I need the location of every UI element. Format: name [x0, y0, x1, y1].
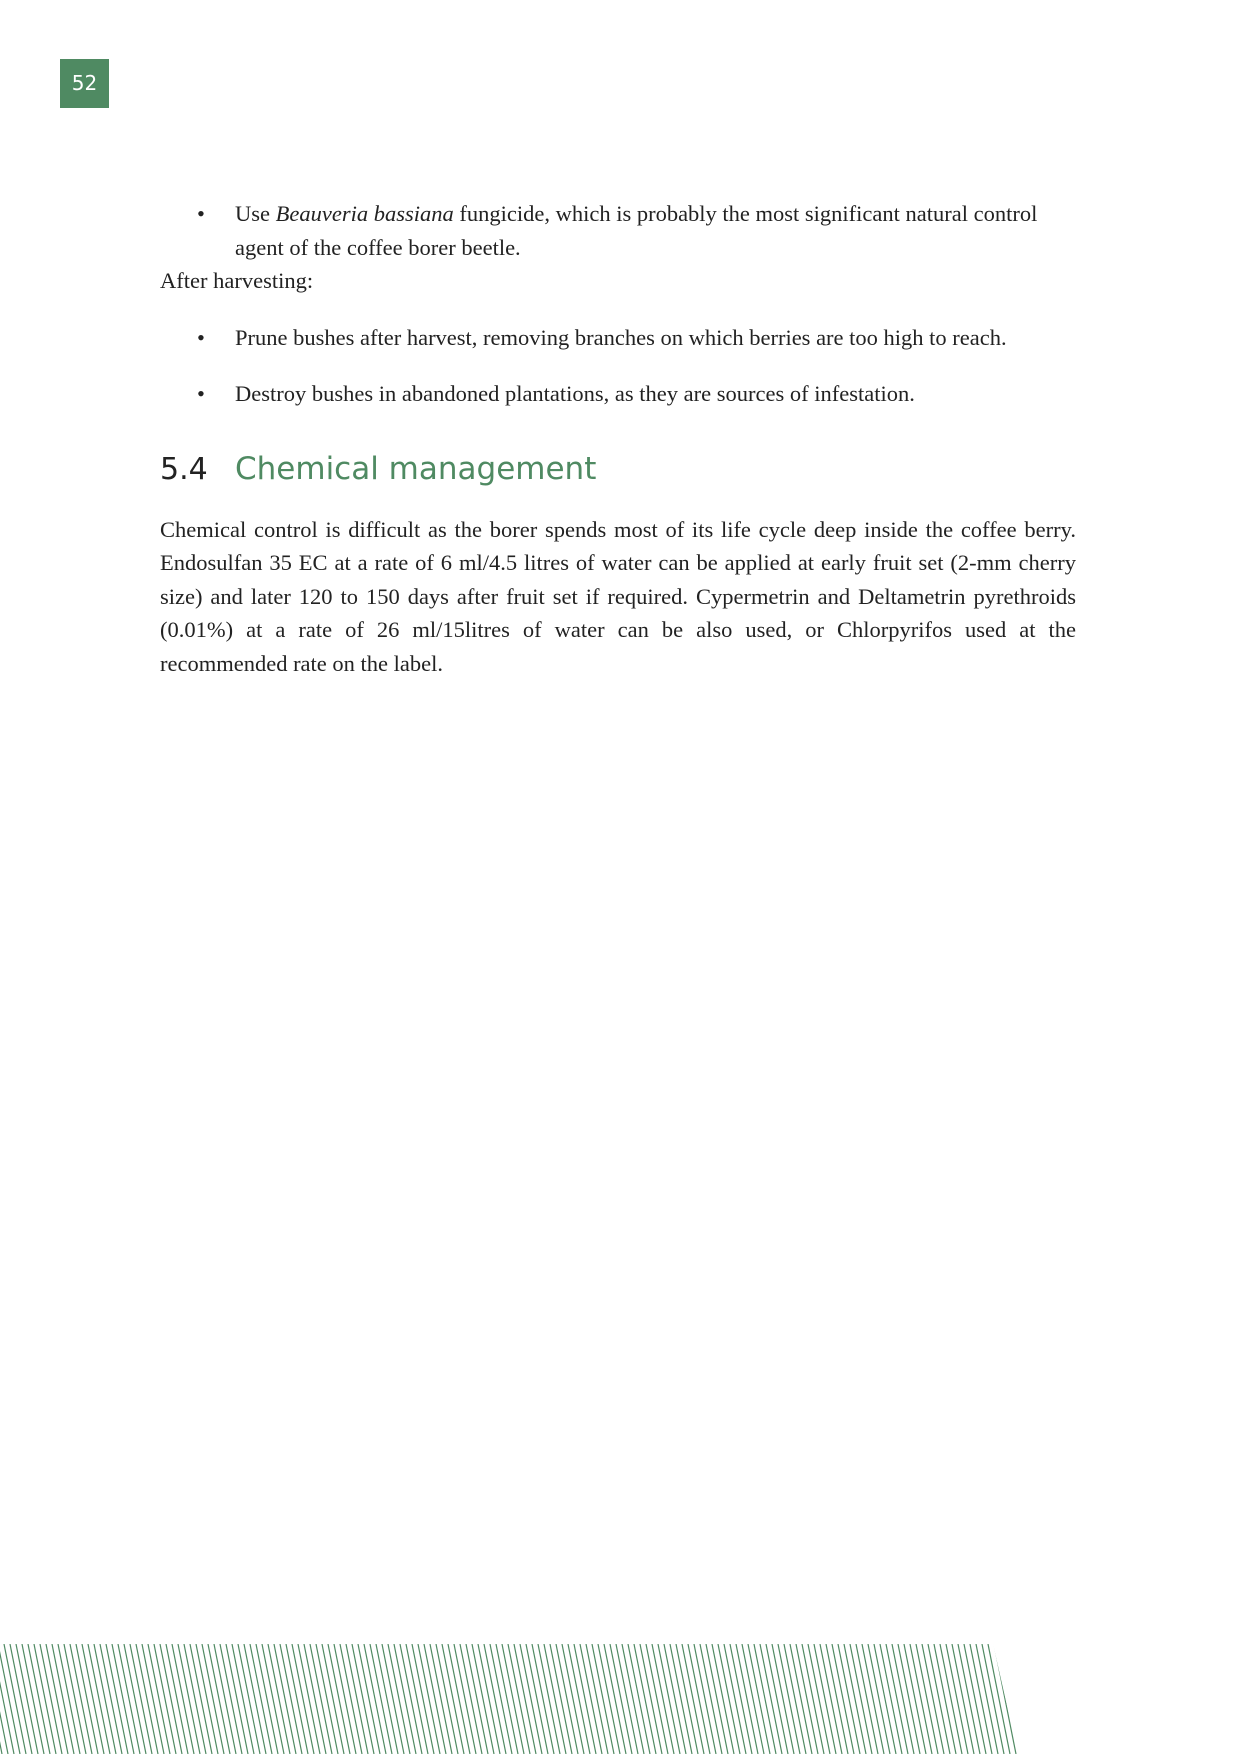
stripe-line	[844, 1644, 866, 1754]
stripe-line	[274, 1644, 296, 1754]
stripe-line	[202, 1644, 224, 1754]
stripe-line	[946, 1644, 968, 1754]
stripe-line	[802, 1644, 824, 1754]
stripe-line	[178, 1644, 200, 1754]
stripe-line	[562, 1644, 584, 1754]
stripe-line	[970, 1644, 992, 1754]
stripe-line	[46, 1644, 68, 1754]
stripe-line	[472, 1644, 494, 1754]
stripe-line	[838, 1644, 860, 1754]
stripe-line	[166, 1644, 188, 1754]
stripe-line	[394, 1644, 416, 1754]
stripe-line	[742, 1644, 764, 1754]
stripe-line	[280, 1644, 302, 1754]
stripe-line	[358, 1644, 380, 1754]
stripe-line	[442, 1644, 464, 1754]
section-title: Chemical management	[235, 450, 597, 487]
stripe-line	[220, 1644, 242, 1754]
stripe-line	[532, 1644, 554, 1754]
stripe-line	[814, 1644, 836, 1754]
stripe-line	[580, 1644, 602, 1754]
section-number: 5.4	[160, 451, 208, 487]
stripe-line	[1018, 1644, 1040, 1754]
stripe-line	[502, 1644, 524, 1754]
stripe-line	[910, 1644, 932, 1754]
stripe-line	[1030, 1644, 1052, 1754]
stripe-line	[172, 1644, 194, 1754]
list-item	[160, 197, 1076, 264]
stripe-line	[640, 1644, 662, 1754]
stripe-line	[448, 1644, 470, 1754]
stripe-line	[70, 1644, 92, 1754]
page-number-badge: 52	[60, 59, 109, 108]
stripe-line	[982, 1644, 1004, 1754]
stripe-line	[130, 1644, 152, 1754]
stripe-line	[400, 1644, 422, 1754]
stripe-line	[916, 1644, 938, 1754]
stripe-line	[148, 1644, 170, 1754]
stripe-line	[664, 1644, 686, 1754]
stripe-line	[112, 1644, 134, 1754]
stripe-line	[682, 1644, 704, 1754]
stripe-line	[262, 1644, 284, 1754]
bullet-icon: •	[197, 381, 205, 406]
stripe-line	[4, 1644, 26, 1754]
stripe-line	[460, 1644, 482, 1754]
stripe-line	[412, 1644, 434, 1754]
stripe-line	[214, 1644, 236, 1754]
stripe-line	[376, 1644, 398, 1754]
stripe-line	[874, 1644, 896, 1754]
stripe-line	[34, 1644, 56, 1754]
stripe-line	[976, 1644, 998, 1754]
stripe-line	[772, 1644, 794, 1754]
stripe-line	[430, 1644, 452, 1754]
stripe-line	[328, 1644, 350, 1754]
stripe-line	[418, 1644, 440, 1754]
stripe-line	[880, 1644, 902, 1754]
stripe-line	[796, 1644, 818, 1754]
stripe-line	[700, 1644, 722, 1754]
stripe-line	[508, 1644, 530, 1754]
stripe-line	[226, 1644, 248, 1754]
stripe-line	[898, 1644, 920, 1754]
stripe-line	[670, 1644, 692, 1754]
stripe-line	[316, 1644, 338, 1754]
stripe-line	[538, 1644, 560, 1754]
stripe-line	[208, 1644, 230, 1754]
stripe-line	[850, 1644, 872, 1754]
stripe-line	[364, 1644, 386, 1754]
stripe-line	[370, 1644, 392, 1754]
stripe-line	[730, 1644, 752, 1754]
stripe-line	[28, 1644, 50, 1754]
bullet-text-suffix: fungicide, which is probably the most significant natural control agent of the coffee borer beetle.	[235, 201, 1038, 260]
stripe-line	[598, 1644, 620, 1754]
bullet-icon: •	[197, 201, 205, 226]
stripe-line	[124, 1644, 146, 1754]
stripe-line	[568, 1644, 590, 1754]
bullet-text: Destroy bushes in abandoned plantations, as they are sources of infestation.	[235, 381, 915, 406]
stripe-line	[304, 1644, 326, 1754]
stripe-line	[496, 1644, 518, 1754]
stripe-line	[544, 1644, 566, 1754]
stripe-line	[40, 1644, 62, 1754]
stripe-line	[424, 1644, 446, 1754]
page-content	[160, 197, 1076, 680]
stripe-line	[520, 1644, 542, 1754]
stripe-line	[58, 1644, 80, 1754]
bullet-list-prevention	[160, 197, 1076, 264]
stripe-line	[868, 1644, 890, 1754]
stripe-line	[184, 1644, 206, 1754]
stripe-line	[232, 1644, 254, 1754]
stripe-line	[250, 1644, 272, 1754]
stripe-line	[832, 1644, 854, 1754]
stripe-line	[286, 1644, 308, 1754]
stripe-line	[550, 1644, 572, 1754]
stripe-line	[346, 1644, 368, 1754]
stripe-line	[64, 1644, 86, 1754]
stripe-line	[736, 1644, 758, 1754]
stripe-line	[154, 1644, 176, 1754]
stripe-line	[556, 1644, 578, 1754]
list-item	[160, 377, 1076, 411]
stripe-line	[382, 1644, 404, 1754]
stripe-line	[586, 1644, 608, 1754]
stripe-line	[106, 1644, 128, 1754]
stripe-line	[754, 1644, 776, 1754]
stripe-line	[292, 1644, 314, 1754]
stripe-line	[88, 1644, 110, 1754]
stripe-line	[82, 1644, 104, 1754]
stripe-line	[118, 1644, 140, 1754]
stripe-line	[808, 1644, 830, 1754]
stripe-line	[724, 1644, 746, 1754]
stripe-line	[142, 1644, 164, 1754]
stripe-line	[652, 1644, 674, 1754]
bullet-text-species: Beauveria bassiana	[275, 201, 454, 226]
stripe-line	[76, 1644, 98, 1754]
after-harvest-label: After harvesting:	[160, 268, 314, 293]
stripe-line	[238, 1644, 260, 1754]
bullet-text-prefix: Use	[235, 201, 276, 226]
stripe-line	[466, 1644, 488, 1754]
stripe-line	[340, 1644, 362, 1754]
stripe-line	[22, 1644, 44, 1754]
stripe-line	[862, 1644, 884, 1754]
stripe-line	[856, 1644, 878, 1754]
stripe-line	[688, 1644, 710, 1754]
stripe-line	[592, 1644, 614, 1754]
stripe-line	[820, 1644, 842, 1754]
stripe-line	[94, 1644, 116, 1754]
stripe-line	[1024, 1644, 1046, 1754]
stripe-line	[160, 1644, 182, 1754]
stripe-line	[988, 1644, 1010, 1754]
stripe-line	[10, 1644, 32, 1754]
list-item	[160, 321, 1076, 355]
stripe-line	[994, 1644, 1016, 1754]
stripe-line	[928, 1644, 950, 1754]
stripe-line	[490, 1644, 512, 1754]
stripe-line	[478, 1644, 500, 1754]
stripe-line	[646, 1644, 668, 1754]
stripe-line	[922, 1644, 944, 1754]
stripe-line	[622, 1644, 644, 1754]
stripe-line	[256, 1644, 278, 1754]
stripe-line	[616, 1644, 638, 1754]
stripe-line	[334, 1644, 356, 1754]
stripe-line	[712, 1644, 734, 1754]
stripe-line	[190, 1644, 212, 1754]
stripe-line	[604, 1644, 626, 1754]
bullet-text: Prune bushes after harvest, removing branches on which berries are too high to reach.	[235, 324, 1007, 350]
stripe-line	[16, 1644, 38, 1754]
stripe-line	[574, 1644, 596, 1754]
stripe-line	[526, 1644, 548, 1754]
stripe-line	[694, 1644, 716, 1754]
stripe-line	[676, 1644, 698, 1754]
stripe-line	[100, 1644, 122, 1754]
stripe-line	[628, 1644, 650, 1754]
stripe-line	[658, 1644, 680, 1754]
decorative-stripes-footer	[0, 1644, 1241, 1754]
stripe-line	[778, 1644, 800, 1754]
stripe-line	[952, 1644, 974, 1754]
stripe-line	[964, 1644, 986, 1754]
stripe-line	[484, 1644, 506, 1754]
stripe-line	[610, 1644, 632, 1754]
stripe-line	[826, 1644, 848, 1754]
stripe-line	[322, 1644, 344, 1754]
stripe-line	[760, 1644, 782, 1754]
stripe-line	[406, 1644, 428, 1754]
stripe-line	[1012, 1644, 1034, 1754]
stripe-line	[310, 1644, 332, 1754]
section-heading	[160, 444, 1076, 496]
stripe-line	[706, 1644, 728, 1754]
stripe-line	[790, 1644, 812, 1754]
bullet-list-after-harvest	[160, 321, 1076, 411]
stripe-line	[748, 1644, 770, 1754]
stripe-line	[940, 1644, 962, 1754]
stripe-line	[766, 1644, 788, 1754]
stripe-line	[958, 1644, 980, 1754]
stripe-line	[1000, 1644, 1022, 1754]
stripe-line	[514, 1644, 536, 1754]
stripe-line	[934, 1644, 956, 1754]
stripe-line	[886, 1644, 908, 1754]
stripe-line	[136, 1644, 158, 1754]
stripe-line	[352, 1644, 374, 1754]
stripe-line	[1006, 1644, 1028, 1754]
bullet-icon: •	[197, 324, 205, 350]
stripe-line	[892, 1644, 914, 1754]
stripe-line	[52, 1644, 74, 1754]
stripe-line	[718, 1644, 740, 1754]
stripe-line	[634, 1644, 656, 1754]
stripe-line	[454, 1644, 476, 1754]
stripe-line	[298, 1644, 320, 1754]
section-body-paragraph: Chemical control is difficult as the borer spends most of its life cycle deep inside the coffee berry. Endosulfan 35 EC at a rate of 6 ml/4.5 litres of water can be applied at early fruit set (2-mm cherry size) and later 120 to 150 days after fruit set if required. Cypermetrin and Deltametrin pyrethroids (0.01%) at a rate of 26 ml/15litres of water can be also used, or Chlorpyrifos used at the recommended rate on the label.	[160, 516, 1076, 676]
stripe-line	[196, 1644, 218, 1754]
stripe-line	[904, 1644, 926, 1754]
stripe-line	[244, 1644, 266, 1754]
stripe-line	[784, 1644, 806, 1754]
stripe-line	[388, 1644, 410, 1754]
stripe-line	[268, 1644, 290, 1754]
stripe-line	[436, 1644, 458, 1754]
